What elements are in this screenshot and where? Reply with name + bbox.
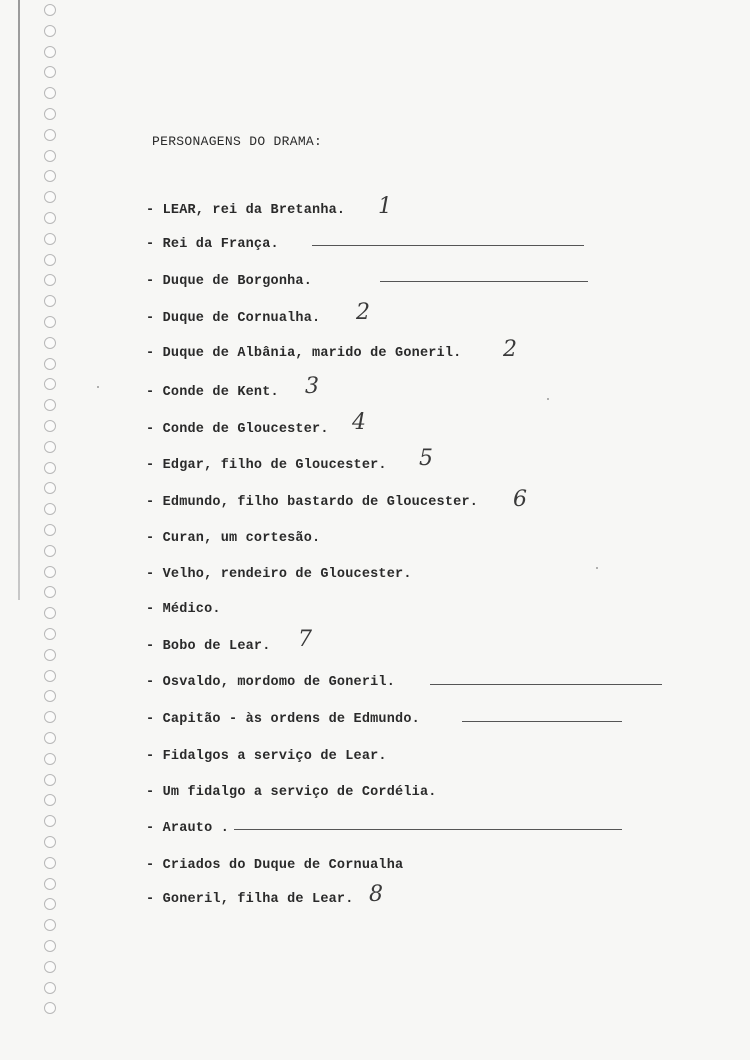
binding-hole: [44, 670, 56, 682]
binding-hole: [44, 420, 56, 432]
binding-hole: [44, 4, 56, 16]
binding-hole: [44, 857, 56, 869]
entry-edmundo: - Edmundo, filho bastardo de Gloucester.: [146, 495, 479, 510]
binding-hole: [44, 441, 56, 453]
page-title: PERSONAGENS DO DRAMA:: [152, 134, 323, 149]
entry-medico: - Médico.: [146, 602, 221, 617]
strike-line: [380, 281, 588, 282]
handwritten-number: 4: [352, 410, 366, 435]
binding-hole: [44, 108, 56, 120]
paper-speck: [97, 386, 99, 388]
entry-goneril: - Goneril, filha de Lear.: [146, 892, 354, 907]
binding-hole: [44, 815, 56, 827]
binding-hole: [44, 836, 56, 848]
entry-lear: - LEAR, rei da Bretanha.: [146, 203, 346, 218]
binding-hole: [44, 129, 56, 141]
entry-arauto: - Arauto .: [146, 821, 230, 836]
entry-edgar: - Edgar, filho de Gloucester.: [146, 458, 387, 473]
binding-hole: [44, 254, 56, 266]
binding-hole: [44, 212, 56, 224]
entry-velho: - Velho, rendeiro de Gloucester.: [146, 567, 412, 582]
entry-conde-kent: - Conde de Kent.: [146, 385, 279, 400]
binding-edge: [18, 0, 20, 600]
binding-hole: [44, 170, 56, 182]
strike-line: [462, 721, 622, 722]
binding-hole: [44, 25, 56, 37]
binding-hole: [44, 690, 56, 702]
handwritten-number: 1: [378, 194, 392, 219]
handwritten-number: 6: [513, 487, 527, 512]
entry-criados: - Criados do Duque de Cornualha: [146, 858, 404, 873]
handwritten-number: 2: [356, 300, 370, 325]
binding-hole: [44, 378, 56, 390]
handwritten-number: 5: [419, 446, 433, 471]
paper-speck: [547, 398, 549, 400]
binding-hole: [44, 358, 56, 370]
binding-hole: [44, 732, 56, 744]
binding-hole: [44, 66, 56, 78]
entry-fidalgos: - Fidalgos a serviço de Lear.: [146, 749, 387, 764]
entry-conde-gloucester: - Conde de Gloucester.: [146, 422, 329, 437]
binding-hole: [44, 607, 56, 619]
entry-duque-cornualha: - Duque de Cornualha.: [146, 311, 321, 326]
binding-hole: [44, 87, 56, 99]
entry-rei-franca: - Rei da França.: [146, 237, 279, 252]
entry-bobo: - Bobo de Lear.: [146, 639, 271, 654]
binding-hole: [44, 233, 56, 245]
strike-line: [234, 829, 622, 830]
binding-hole: [44, 711, 56, 723]
binding-hole: [44, 274, 56, 286]
binding-hole: [44, 566, 56, 578]
strike-line: [312, 245, 584, 246]
binding-hole: [44, 295, 56, 307]
binding-hole: [44, 524, 56, 536]
entry-curan: - Curan, um cortesão.: [146, 531, 321, 546]
binding-hole: [44, 753, 56, 765]
binding-hole: [44, 503, 56, 515]
binding-hole: [44, 545, 56, 557]
handwritten-number: 8: [369, 882, 383, 907]
binding-holes: [44, 4, 64, 1024]
binding-hole: [44, 794, 56, 806]
binding-hole: [44, 961, 56, 973]
binding-hole: [44, 316, 56, 328]
binding-hole: [44, 919, 56, 931]
handwritten-number: 2: [503, 337, 517, 362]
entry-duque-borgonha: - Duque de Borgonha.: [146, 274, 313, 289]
binding-hole: [44, 399, 56, 411]
binding-hole: [44, 337, 56, 349]
binding-hole: [44, 982, 56, 994]
binding-hole: [44, 940, 56, 952]
binding-hole: [44, 482, 56, 494]
binding-hole: [44, 586, 56, 598]
binding-hole: [44, 649, 56, 661]
binding-hole: [44, 628, 56, 640]
binding-hole: [44, 1002, 56, 1014]
binding-hole: [44, 46, 56, 58]
entry-osvaldo: - Osvaldo, mordomo de Goneril.: [146, 675, 396, 690]
binding-hole: [44, 878, 56, 890]
binding-hole: [44, 191, 56, 203]
handwritten-number: 7: [298, 627, 312, 652]
entry-um-fidalgo: - Um fidalgo a serviço de Cordélia.: [146, 785, 437, 800]
binding-hole: [44, 150, 56, 162]
entry-capitao: - Capitão - às ordens de Edmundo.: [146, 712, 420, 727]
handwritten-number: 3: [305, 374, 319, 399]
binding-hole: [44, 898, 56, 910]
paper-speck: [596, 567, 598, 569]
binding-hole: [44, 462, 56, 474]
strike-line: [430, 684, 662, 685]
binding-hole: [44, 774, 56, 786]
entry-duque-albania: - Duque de Albânia, marido de Goneril.: [146, 346, 462, 361]
